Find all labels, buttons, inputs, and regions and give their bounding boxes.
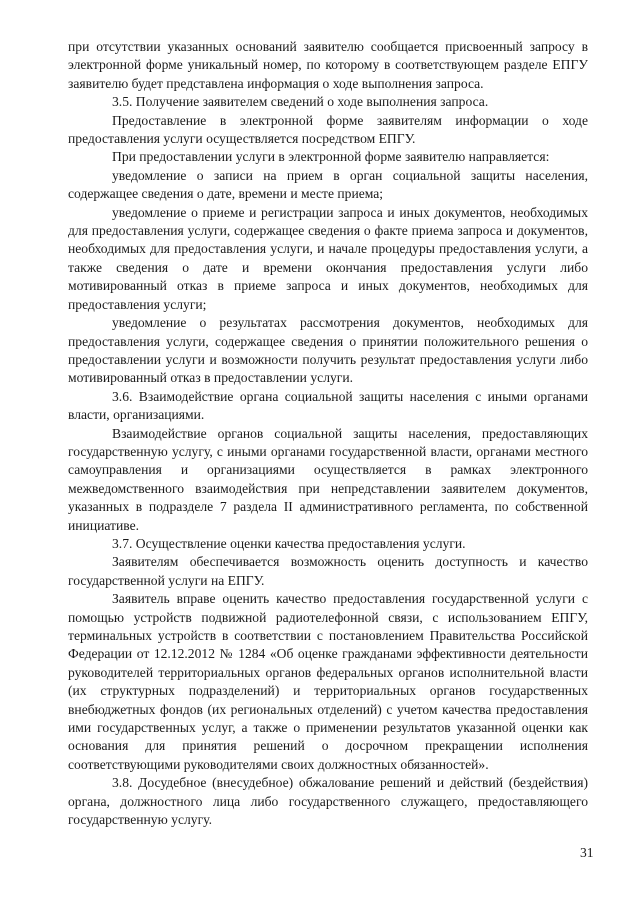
paragraph: Заявителям обеспечивается возможность оценить доступность и качество государственной услуги на ЕПГУ. bbox=[68, 554, 588, 588]
document-body bbox=[68, 38, 588, 829]
paragraph: уведомление о приеме и регистрации запроса и иных документов, необходимых для предоставления услуги, содержащее сведения о факте приема запроса и документов, необходимых для предоставления услуги, и начале процедуры предоставления услуги, а также сведения о дате и времени окончания предоставления услуги либо мотивированный отказ в приеме запроса и иных документов, необходимых для предоставления услуги; bbox=[68, 204, 588, 312]
paragraph: Предоставление в электронной форме заявителям информации о ходе предоставления услуги осуществляется посредством ЕПГУ. bbox=[68, 112, 588, 147]
paragraph: при отсутствии указанных оснований заявителю сообщается присвоенный запросу в электронной форме уникальный номер, по которому в соответствующем разделе ЕПГУ заявителю будет представлена информация о ходе выполнения запроса. bbox=[68, 39, 588, 91]
section-heading: 3.6. Взаимодействие органа социальной защиты населения с иными органами власти, организациями. bbox=[68, 388, 588, 423]
section-heading: 3.5. Получение заявителем сведений о ходе выполнения запроса. bbox=[112, 94, 489, 110]
paragraph: При предоставлении услуги в электронной форме заявителю направляется: bbox=[112, 149, 550, 165]
paragraph: Взаимодействие органов социальной защиты населения, предоставляющих государственную услугу, с иными органами государственной власти, органами местного самоуправления и организациями осуществляется в рамках электронного межведомственного взаимодействия при непредставлении заявителем документов, указанных в подразделе 7 раздела II административного регламента, по собственной инициативе. bbox=[68, 425, 588, 533]
paragraph: уведомление о результатах рассмотрения документов, необходимых для предоставления услуги, содержащее сведения о принятии положительного решения о предоставлении услуги и возможности получить результат предоставления услуги либо мотивированный отказ в предоставлении услуги. bbox=[68, 315, 588, 386]
paragraph: Заявитель вправе оценить качество предоставления государственной услуги с помощью устройств подвижной радиотелефонной связи, с использованием ЕПГУ, терминальных устройств в соответствии с постановлением Правительства Российской Федерации от 12.12.2012 № 1284 «Об оценке гражданами эффективности деятельности руководителей территориальных органов федеральных органов исполнительной власти (их структурных подразделений) и территориальных органов государственных внебюджетных фондов (их региональных отделений) с учетом качества предоставления ими государственных услуг, а также о применении результатов указанной оценки как основания для принятия решений о досрочном прекращении исполнения соответствующими руководителями своих должностных обязанностей». bbox=[68, 591, 588, 772]
section-heading: 3.7. Осуществление оценки качества предоставления услуги. bbox=[112, 535, 466, 551]
paragraph: уведомление о записи на прием в орган социальной защиты населения, содержащее сведения о дате, времени и месте приема; bbox=[68, 167, 588, 202]
section-heading: 3.8. Досудебное (внесудебное) обжалование решений и действий (бездействия) органа, должностного лица либо государственного служащего, предоставляющего государственную услугу. bbox=[68, 775, 588, 828]
page-number: 31 bbox=[580, 845, 594, 860]
